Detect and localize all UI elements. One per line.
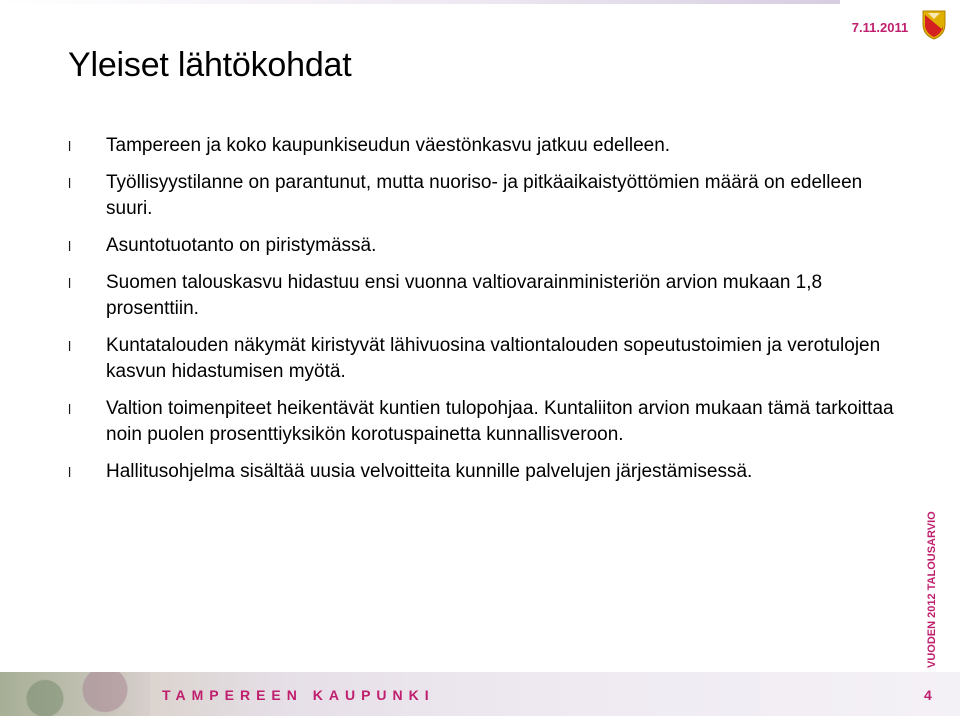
bullet-text: Työllisyystilanne on parantunut, mutta nuoriso- ja pitkäaikaistyöttömien määrä on edelleen suuri. — [106, 172, 863, 219]
bullet-marker: l — [68, 238, 72, 254]
footer — [0, 672, 960, 716]
header-bar — [0, 0, 840, 4]
list-item — [68, 270, 898, 322]
page-number: 4 — [924, 687, 932, 703]
footer-organization: TAMPEREEN KAUPUNKI — [162, 687, 435, 703]
bullet-text: Suomen talouskasvu hidastuu ensi vuonna valtiovarainministeriön arvion mukaan 1,8 prosenttiin. — [106, 272, 823, 319]
bullet-marker: l — [68, 275, 72, 291]
bullet-marker: l — [68, 175, 72, 191]
bullet-list — [68, 133, 898, 496]
list-item — [68, 459, 898, 485]
bullet-text: Valtion toimenpiteet heikentävät kuntien tulopohjaa. Kuntaliiton arvion mukaan tämä tarkoittaa noin puolen prosenttiyksikön korotuspainetta kunnallisveroon. — [106, 398, 894, 445]
list-item — [68, 233, 898, 259]
bullet-text: Kuntatalouden näkymät kiristyvät lähivuosina valtiontalouden sopeutustoimien ja verotulojen kasvun hidastumisen myötä. — [106, 335, 881, 382]
list-item — [68, 170, 898, 222]
bullet-text: Hallitusohjelma sisältää uusia velvoitteita kunnille palvelujen järjestämisessä. — [106, 461, 753, 482]
bullet-text: Asuntotuotanto on piristymässä. — [106, 235, 377, 256]
bullet-marker: l — [68, 464, 72, 480]
bullet-marker: l — [68, 138, 72, 154]
list-item — [68, 396, 898, 448]
bullet-marker: l — [68, 338, 72, 354]
footer-photo — [0, 672, 150, 716]
list-item — [68, 333, 898, 385]
bullet-text: Tampereen ja koko kaupunkiseudun väestönkasvu jatkuu edelleen. — [106, 135, 671, 156]
slide-date: 7.11.2011 — [851, 19, 909, 35]
city-crest-icon — [922, 10, 946, 40]
bullet-marker: l — [68, 401, 72, 417]
list-item — [68, 133, 898, 159]
slide-title: Yleiset lähtökohdat — [68, 46, 352, 84]
budget-side-label: VUODEN 2012 TALOUSARVIO — [926, 511, 938, 668]
